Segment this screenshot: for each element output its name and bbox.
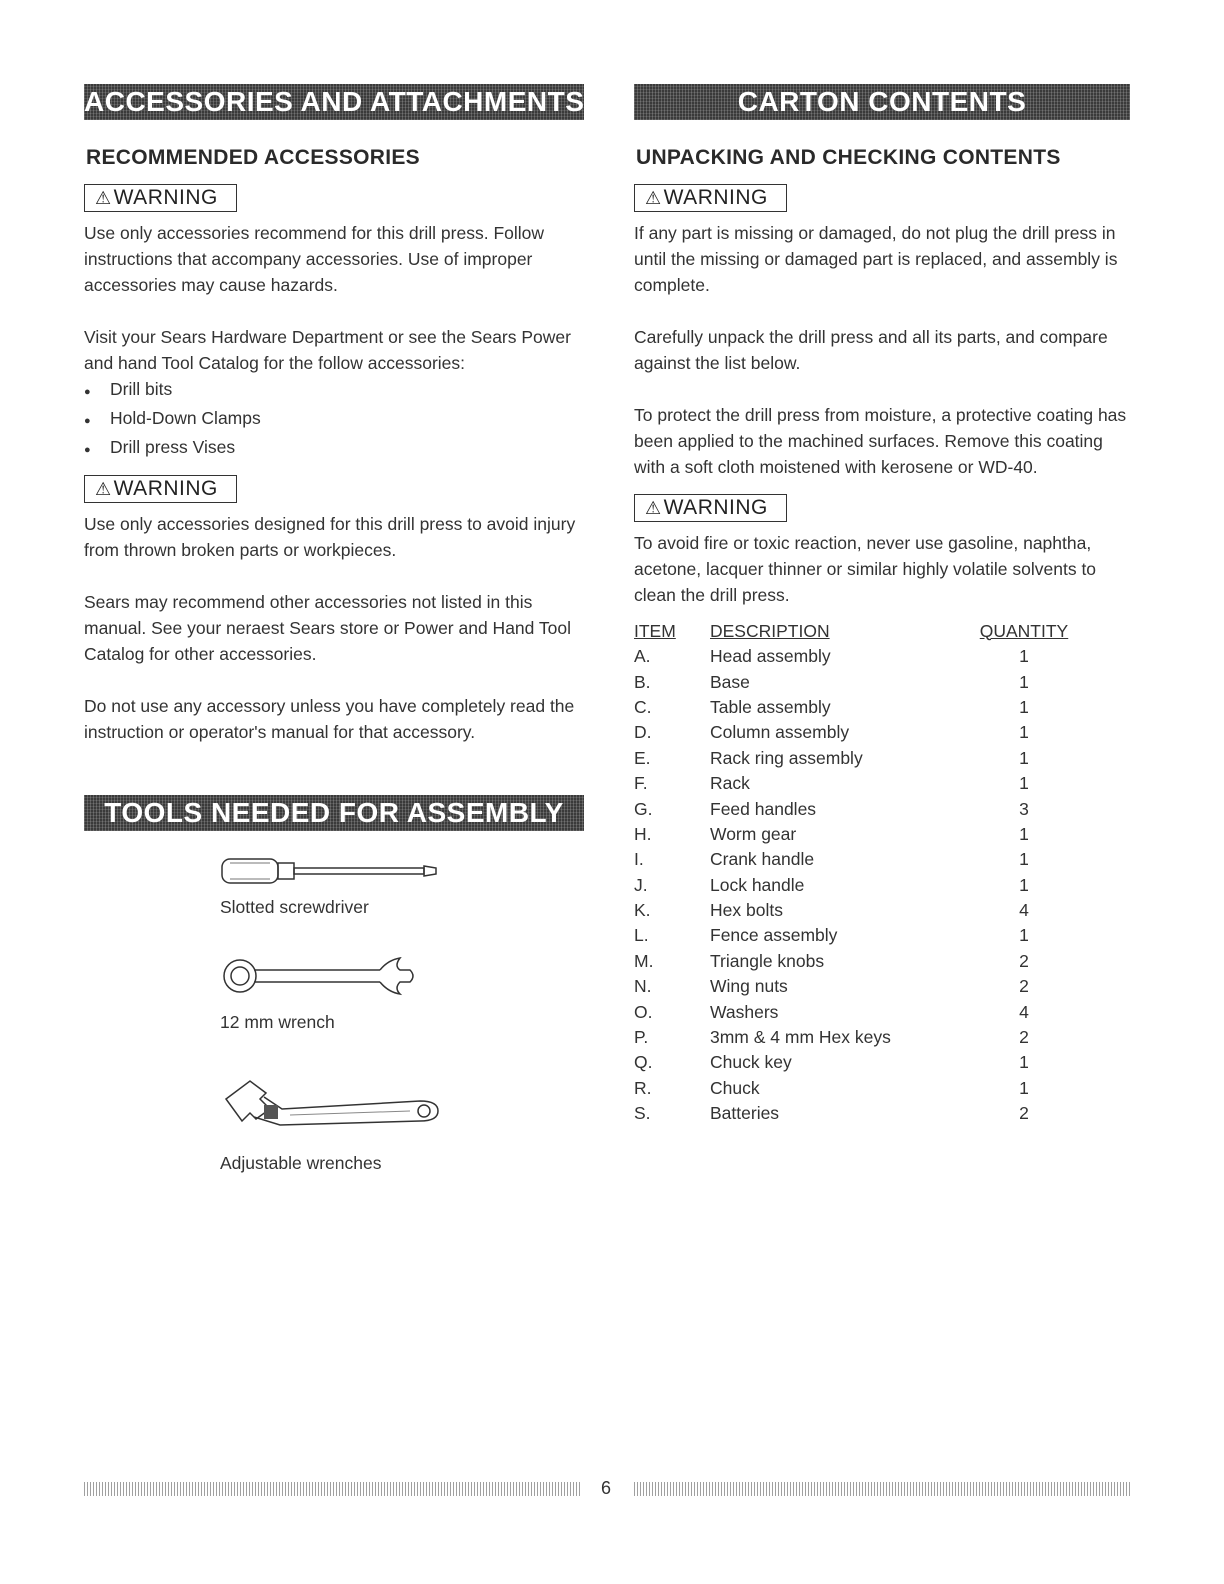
item-cell: H. bbox=[634, 823, 652, 844]
quantity-cell: 4 bbox=[1019, 1001, 1029, 1022]
footer-bar-right bbox=[634, 1482, 1130, 1496]
carton-contents-banner: CARTON CONTENTS bbox=[634, 84, 1130, 120]
description-cell: Base bbox=[710, 671, 750, 692]
table-row bbox=[634, 771, 1074, 796]
warning-label: WARNING bbox=[113, 477, 218, 500]
quantity-cell: 1 bbox=[1019, 823, 1029, 844]
visit-sears-text: Visit your Sears Hardware Department or see the Sears Power and hand Tool Catalog for the follow accessories: bbox=[84, 327, 571, 373]
description-cell: Worm gear bbox=[710, 823, 797, 844]
item-cell: P. bbox=[634, 1027, 649, 1048]
quantity-cell: 1 bbox=[1019, 646, 1029, 667]
table-row bbox=[634, 822, 1074, 847]
warning-label: WARNING bbox=[663, 496, 768, 519]
missing-part-warning-text: If any part is missing or damaged, do not plug the drill press in until the missing or damaged part is replaced, and assembly is complete. bbox=[634, 223, 1118, 295]
right-column bbox=[634, 84, 1130, 1126]
description-cell: Batteries bbox=[710, 1103, 780, 1124]
list-item bbox=[84, 434, 584, 463]
combination-wrench-icon bbox=[220, 954, 420, 1004]
page-number: 6 bbox=[600, 1478, 611, 1498]
protective-coating-text: To protect the drill press from moisture, a protective coating has been applied to the machined surfaces. Remove this coating with a soft cloth moistened with kerosene or WD-40. bbox=[634, 405, 1127, 477]
list-item-label: Hold-Down Clamps bbox=[110, 408, 261, 428]
description-cell: Table assembly bbox=[710, 696, 831, 717]
quantity-cell: 1 bbox=[1019, 696, 1029, 717]
table-row bbox=[634, 974, 1074, 999]
description-header: DESCRIPTION bbox=[710, 620, 830, 641]
table-row bbox=[634, 1101, 1074, 1126]
description-cell: Fence assembly bbox=[710, 925, 838, 946]
description-cell: Chuck bbox=[710, 1077, 760, 1098]
bullet-icon: ● bbox=[84, 444, 91, 456]
item-header: ITEM bbox=[634, 620, 676, 641]
tool-label: Slotted screwdriver bbox=[220, 897, 369, 917]
footer-bar-left bbox=[84, 1482, 580, 1496]
description-cell: Crank handle bbox=[710, 849, 815, 870]
item-cell: Q. bbox=[634, 1052, 653, 1073]
table-row bbox=[634, 796, 1074, 821]
description-cell: Feed handles bbox=[710, 798, 817, 819]
bullet-icon: ● bbox=[84, 415, 91, 427]
warning-triangle-icon: ⚠ bbox=[645, 188, 662, 208]
warning-triangle-icon: ⚠ bbox=[645, 498, 662, 518]
item-cell: I. bbox=[634, 849, 644, 870]
list-item bbox=[84, 376, 584, 405]
table-row bbox=[634, 746, 1074, 771]
quantity-cell: 2 bbox=[1019, 1027, 1029, 1048]
table-row bbox=[634, 1025, 1074, 1050]
recommended-accessories-title: RECOMMENDED ACCESSORIES bbox=[86, 146, 420, 169]
item-cell: S. bbox=[634, 1103, 651, 1124]
table-row bbox=[634, 847, 1074, 872]
table-row bbox=[634, 949, 1074, 974]
tool-screwdriver bbox=[220, 853, 584, 918]
quantity-cell: 1 bbox=[1019, 773, 1029, 794]
table-row bbox=[634, 695, 1074, 720]
description-cell: Washers bbox=[710, 1001, 779, 1022]
read-manual-text: Do not use any accessory unless you have completely read the instruction or operator's manual for that accessory. bbox=[84, 696, 575, 742]
solvent-warning-text: To avoid fire or toxic reaction, never use gasoline, naphtha, acetone, lacquer thinner or similar highly volatile solvents to clean the drill press. bbox=[634, 533, 1097, 605]
list-item bbox=[84, 405, 584, 434]
table-row bbox=[634, 1076, 1074, 1101]
table-row bbox=[634, 898, 1074, 923]
quantity-cell: 1 bbox=[1019, 1077, 1029, 1098]
warning-triangle-icon: ⚠ bbox=[95, 479, 112, 499]
description-cell: Lock handle bbox=[710, 874, 805, 895]
unpacking-title: UNPACKING AND CHECKING CONTENTS bbox=[636, 146, 1061, 169]
table-row bbox=[634, 873, 1074, 898]
tool-wrench bbox=[220, 954, 584, 1033]
quantity-cell: 3 bbox=[1019, 798, 1029, 819]
list-item-label: Drill press Vises bbox=[110, 437, 236, 457]
table-row bbox=[634, 1050, 1074, 1075]
tool-label: Adjustable wrenches bbox=[220, 1153, 382, 1173]
description-cell: Triangle knobs bbox=[710, 950, 825, 971]
item-cell: D. bbox=[634, 722, 652, 743]
table-row bbox=[634, 999, 1074, 1024]
unpack-instructions-text: Carefully unpack the drill press and all its parts, and compare against the list below. bbox=[634, 327, 1108, 373]
tool-label: 12 mm wrench bbox=[220, 1012, 335, 1032]
item-cell: N. bbox=[634, 976, 652, 997]
item-cell: A. bbox=[634, 646, 651, 667]
adjustable-wrench-icon bbox=[220, 1075, 450, 1145]
list-item-label: Drill bits bbox=[110, 379, 173, 399]
item-cell: F. bbox=[634, 773, 648, 794]
warning-box-4 bbox=[634, 494, 787, 522]
item-cell: G. bbox=[634, 798, 653, 819]
left-column bbox=[84, 84, 584, 1174]
page-footer bbox=[84, 1478, 1130, 1502]
accessories-warning-text: Use only accessories recommend for this drill press. Follow instructions that accompany accessories. Use of improper accessories may cause hazards. bbox=[84, 223, 545, 295]
item-cell: C. bbox=[634, 696, 652, 717]
description-cell: 3mm & 4 mm Hex keys bbox=[710, 1027, 891, 1048]
warning-label: WARNING bbox=[663, 186, 768, 209]
quantity-cell: 2 bbox=[1019, 1103, 1029, 1124]
item-cell: K. bbox=[634, 900, 651, 921]
item-cell: O. bbox=[634, 1001, 653, 1022]
accessory-list bbox=[84, 376, 584, 463]
description-cell: Rack bbox=[710, 773, 750, 794]
carton-contents-table bbox=[634, 618, 1074, 1126]
description-cell: Wing nuts bbox=[710, 976, 788, 997]
description-cell: Hex bolts bbox=[710, 900, 783, 921]
quantity-cell: 1 bbox=[1019, 747, 1029, 768]
quantity-cell: 1 bbox=[1019, 874, 1029, 895]
item-cell: M. bbox=[634, 950, 654, 971]
screwdriver-icon bbox=[220, 853, 440, 889]
designed-accessories-warning-text: Use only accessories designed for this drill press to avoid injury from thrown broken parts or workpieces. bbox=[84, 514, 576, 560]
quantity-cell: 1 bbox=[1019, 722, 1029, 743]
description-cell: Column assembly bbox=[710, 722, 850, 743]
table-row bbox=[634, 720, 1074, 745]
quantity-cell: 4 bbox=[1019, 900, 1029, 921]
table-body bbox=[634, 644, 1074, 1126]
item-cell: R. bbox=[634, 1077, 652, 1098]
item-cell: B. bbox=[634, 671, 651, 692]
quantity-cell: 1 bbox=[1019, 1052, 1029, 1073]
warning-box-1 bbox=[84, 184, 237, 212]
item-cell: L. bbox=[634, 925, 649, 946]
tools-needed-banner: TOOLS NEEDED FOR ASSEMBLY bbox=[84, 795, 584, 831]
description-cell: Rack ring assembly bbox=[710, 747, 863, 768]
warning-triangle-icon: ⚠ bbox=[95, 188, 112, 208]
quantity-cell: 2 bbox=[1019, 950, 1029, 971]
table-row bbox=[634, 923, 1074, 948]
warning-label: WARNING bbox=[113, 186, 218, 209]
other-accessories-text: Sears may recommend other accessories not listed in this manual. See your neraest Sears store or Power and Hand Tool Catalog for other accessories. bbox=[84, 592, 572, 664]
quantity-cell: 1 bbox=[1019, 671, 1029, 692]
bullet-icon: ● bbox=[84, 386, 91, 398]
accessories-banner: ACCESSORIES AND ATTACHMENTS bbox=[84, 84, 584, 120]
table-row bbox=[634, 669, 1074, 694]
warning-box-3 bbox=[634, 184, 787, 212]
quantity-cell: 1 bbox=[1019, 925, 1029, 946]
item-cell: E. bbox=[634, 747, 651, 768]
table-row bbox=[634, 644, 1074, 669]
table-header-row bbox=[634, 618, 1074, 644]
item-cell: J. bbox=[634, 874, 648, 895]
quantity-cell: 2 bbox=[1019, 976, 1029, 997]
tool-adjustable-wrench bbox=[220, 1075, 584, 1174]
quantity-cell: 1 bbox=[1019, 849, 1029, 870]
description-cell: Chuck key bbox=[710, 1052, 792, 1073]
description-cell: Head assembly bbox=[710, 646, 831, 667]
warning-box-2 bbox=[84, 475, 237, 503]
quantity-header: QUANTITY bbox=[979, 620, 1069, 641]
